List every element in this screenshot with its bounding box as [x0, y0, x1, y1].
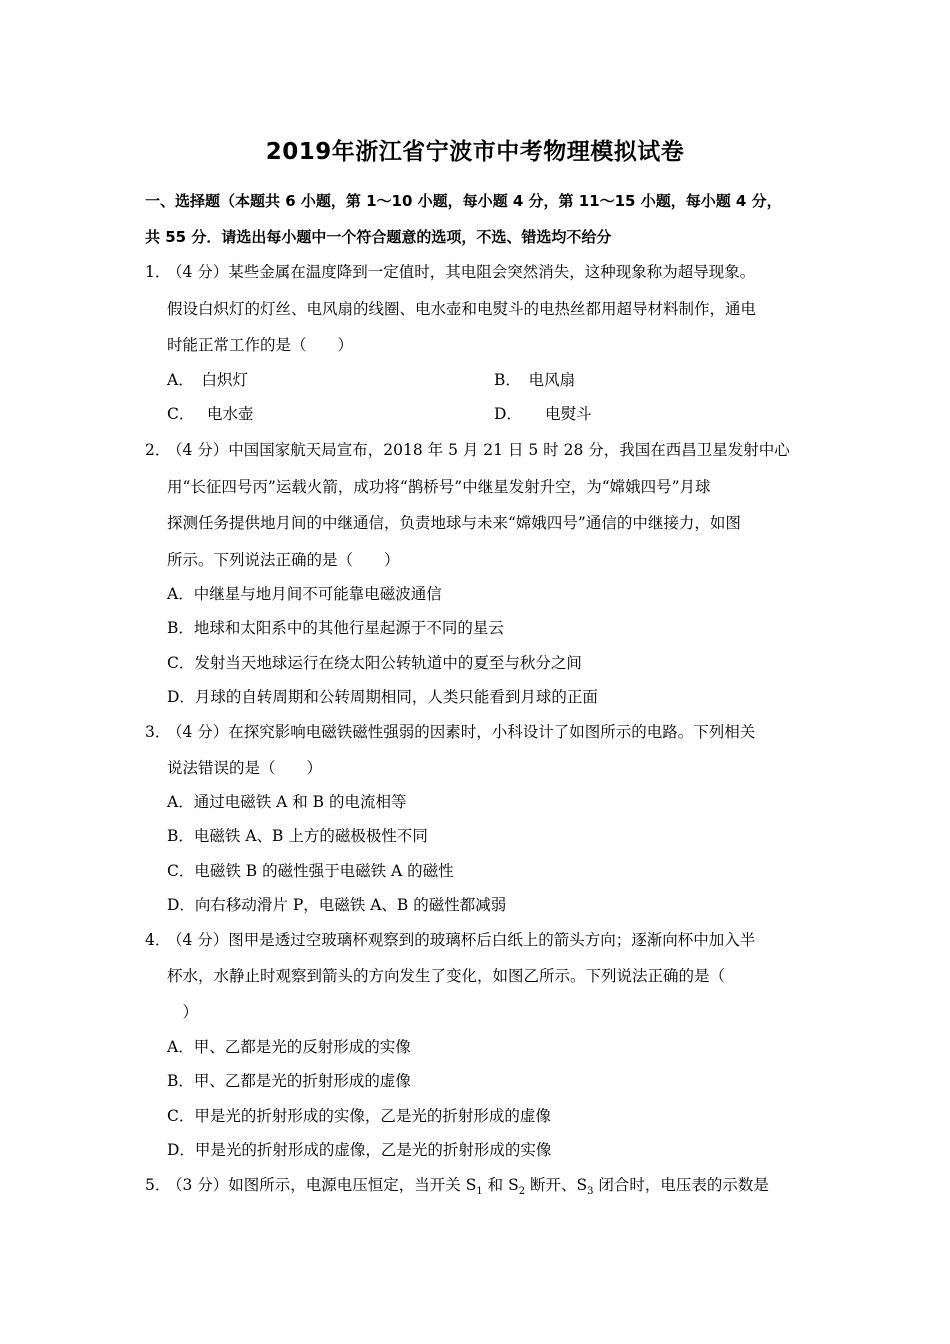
question-2-line-1: （4 分）中国国家航天局宣布，2018 年 5 月 21 日 5 时 28 分，我国在西昌卫星发射中心	[167, 441, 790, 459]
question-4-line-3: ）	[167, 1003, 199, 1021]
question-4-line-1: （4 分）图甲是透过空玻璃杯观察到的玻璃杯后白纸上的箭头方向；逐渐向杯中加入半	[167, 931, 756, 949]
question-1-option-c: C． 电水壶	[167, 405, 254, 423]
question-1-option-d: D． 电熨斗	[494, 405, 592, 423]
question-3-option-d: D．向右移动滑片 P，电磁铁 A、B 的磁性都减弱	[167, 896, 507, 914]
question-2-option-d: D．月球的自转周期和公转周期相同，人类只能看到月球的正面	[167, 688, 598, 706]
question-5-text-a: （3 分）如图所示，电源电压恒定，当开关 S	[167, 1176, 477, 1194]
question-5-text-d: 闭合时，电压表的示数是	[593, 1176, 769, 1194]
question-1-option-b: B． 电风扇	[494, 371, 576, 389]
question-2-option-b: B．地球和太阳系中的其他行星起源于不同的星云	[167, 619, 504, 637]
question-3-option-c: C．电磁铁 B 的磁性强于电磁铁 A 的磁性	[167, 862, 454, 880]
question-2-line-2: 用“长征四号丙”运载火箭，成功将“鹊桥号”中继星发射升空，为“嫦娥四号”月球	[167, 478, 711, 496]
question-4-option-d: D．甲是光的折射形成的虚像，乙是光的折射形成的实像	[167, 1141, 552, 1159]
question-1-line-2: 假设白炽灯的灯丝、电风扇的线圈、电水壶和电熨斗的电热丝都用超导材料制作，通电	[167, 300, 757, 318]
question-4-option-a: A．甲、乙都是光的反射形成的实像	[167, 1038, 411, 1056]
question-4-line-2: 杯水，水静止时观察到箭头的方向发生了变化，如图乙所示。下列说法正确的是（	[167, 967, 726, 985]
question-2-option-c: C．发射当天地球运行在绕太阳公转轨道中的夏至与秋分之间	[167, 654, 582, 672]
question-5-number: 5．	[145, 1176, 171, 1194]
question-5-text-c: 断开、S	[525, 1176, 588, 1194]
question-1-line-3: 时能正常工作的是（ ）	[167, 336, 354, 354]
question-2-number: 2．	[145, 441, 171, 459]
question-2-line-3: 探测任务提供地月间的中继通信，负责地球与未来“嫦娥四号”通信的中继接力，如图	[167, 514, 741, 532]
section-heading-line-1: 一、选择题（本题共 6 小题，第 1～10 小题，每小题 4 分，第 11～15 小题，每小题 4 分，	[145, 192, 782, 210]
question-5-text-b: 和 S	[482, 1176, 519, 1194]
question-3-line-1: （4 分）在探究影响电磁铁磁性强弱的因素时，小科设计了如图所示的电路。下列相关	[167, 723, 756, 741]
question-3-line-2: 说法错误的是（ ）	[167, 759, 323, 777]
subscript-3: 3	[587, 1186, 594, 1198]
question-3-option-b: B．电磁铁 A、B 上方的磁极极性不同	[167, 827, 428, 845]
question-1-line-1: （4 分）某些金属在温度降到一定值时，其电阻会突然消失，这种现象称为超导现象。	[167, 263, 756, 281]
page-title: 2019年浙江省宁波市中考物理模拟试卷	[265, 139, 685, 165]
subscript-2: 2	[518, 1186, 526, 1198]
question-3-option-a: A．通过电磁铁 A 和 B 的电流相等	[167, 793, 407, 811]
question-2-option-a: A．中继星与地月间不可能靠电磁波通信	[167, 585, 442, 603]
question-1-number: 1．	[145, 263, 171, 281]
section-heading-line-2: 共 55 分．请选出每小题中一个符合题意的选项，不选、错选均不给分	[145, 228, 612, 246]
question-1-option-a: A． 白炽灯	[167, 371, 248, 389]
question-5-line-1	[167, 1175, 769, 1202]
question-4-option-b: B．甲、乙都是光的折射形成的虚像	[167, 1072, 411, 1090]
question-3-number: 3．	[145, 723, 171, 741]
question-2-line-4: 所示。下列说法正确的是（ ）	[167, 551, 400, 569]
subscript-1: 1	[476, 1186, 483, 1198]
question-4-option-c: C．甲是光的折射形成的实像，乙是光的折射形成的虚像	[167, 1107, 551, 1125]
question-4-number: 4．	[145, 931, 171, 949]
